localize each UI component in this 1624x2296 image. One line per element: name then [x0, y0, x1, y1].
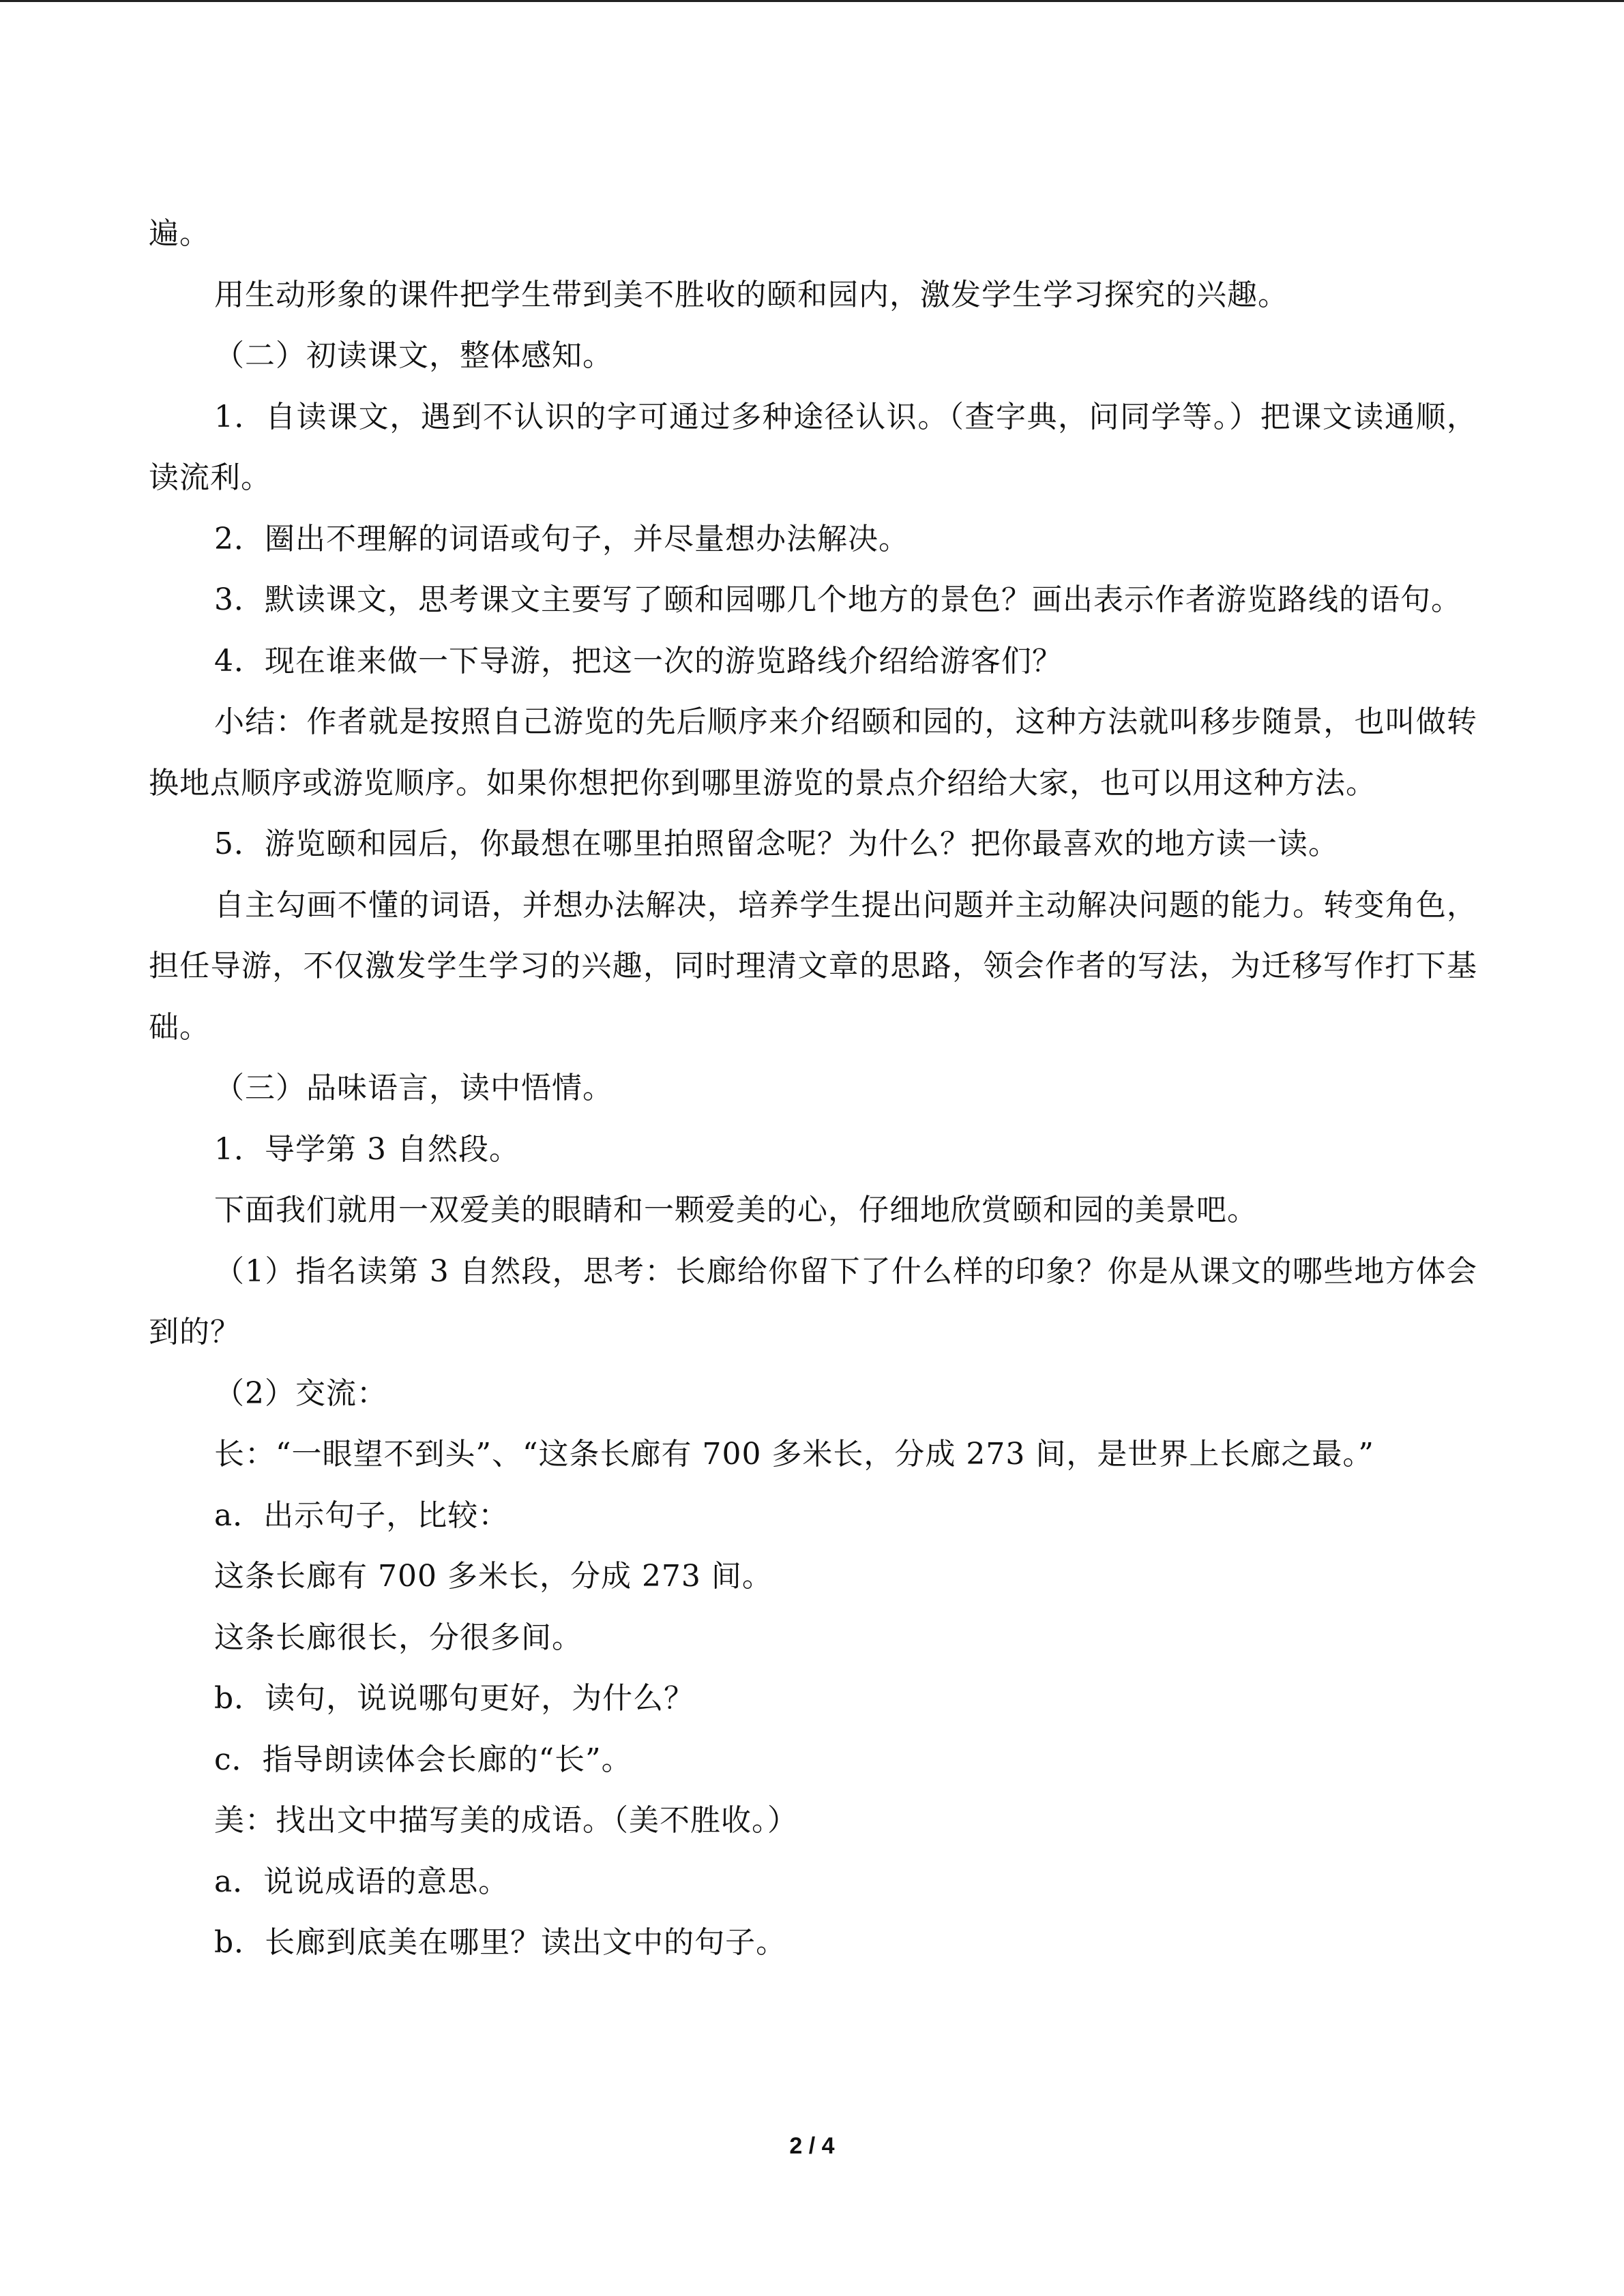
item-c-guided-reading: c．指导朗读体会长廊的“长”。 — [214, 1742, 632, 1777]
item-a-idiom-meaning: a．说说成语的意思。 — [214, 1864, 510, 1899]
paragraph-appreciate: 下面我们就用一双爱美的眼睛和一颗爱美的心，仔细地欣赏颐和园的美景吧。 — [214, 1193, 1258, 1227]
section-heading-language: （三）品味语言，读中悟情。 — [214, 1071, 613, 1105]
paragraph-design-intent: 自主勾画不懂的词语，并想办法解决，培养学生提出问题并主动解决问题的能力。转变角色，担任导游，不仅激发学生学习的兴趣，同时理清文章的思路，领会作者的写法，为迁移写作打下基础。 — [149, 887, 1477, 1045]
page-top-border — [0, 0, 1624, 2]
paragraph-summary: 小结：作者就是按照自己游览的先后顺序来介绍颐和园的，这种方法就叫移步随景，也叫做转换地点顺序或游览顺序。如果你想把你到哪里游览的景点介绍给大家，也可以用这种方法。 — [149, 704, 1477, 801]
item-a-compare: a．出示句子，比较： — [214, 1497, 510, 1533]
item-b-where-beautiful: b．长廊到底美在哪里？读出文中的句子。 — [214, 1925, 787, 1960]
paragraph-long-quote: 长：“一眼望不到头”、“这条长廊有 700 多米长，分成 273 间，是世界上长廊之最。” — [214, 1437, 1374, 1472]
paragraph-continuation: 遍。 — [149, 216, 210, 251]
list-item-5-photo-spot: 5．游览颐和园后，你最想在哪里拍照留念呢？为什么？把你最喜欢的地方读一读。 — [214, 826, 1339, 861]
page-number: 2 / 4 — [789, 2133, 835, 2159]
list-item-1-paragraph-3: 1．导学第 3 自然段。 — [214, 1131, 520, 1167]
sub-item-2-exchange: （2）交流： — [214, 1375, 387, 1411]
list-item-4-tour-guide: 4．现在谁来做一下导游，把这一次的游览路线介绍给游客们？ — [214, 643, 1063, 679]
item-b-which-better: b．读句，说说哪句更好，为什么？ — [214, 1681, 695, 1716]
sentence-example-1: 这条长廊有 700 多米长，分成 273 间。 — [214, 1559, 773, 1594]
list-item-3-silent-reading: 3．默读课文，思考课文主要写了颐和园哪几个地方的景色？画出表示作者游览路线的语句。 — [214, 582, 1462, 617]
paragraph-beauty-idiom: 美：找出文中描写美的成语。（美不胜收。） — [214, 1803, 798, 1838]
sub-item-1-read-paragraph: （1）指名读第 3 自然段，思考：长廊给你留下了什么样的印象？你是从课文的哪些地方体会到的？ — [149, 1253, 1477, 1350]
document-body — [149, 203, 1477, 1973]
section-heading-first-reading: （二）初读课文，整体感知。 — [214, 338, 613, 373]
paragraph-courseware-note: 用生动形象的课件把学生带到美不胜收的颐和园内，激发学生学习探究的兴趣。 — [214, 277, 1288, 312]
sentence-example-2: 这条长廊很长，分很多间。 — [214, 1620, 582, 1655]
list-item-1-self-reading: 1．自读课文，遇到不认识的字可通过多种途径认识。（查字典，问同学等。）把课文读通顺，读流利。 — [149, 399, 1477, 495]
list-item-2-circle-words: 2．圈出不理解的词语或句子，并尽量想办法解决。 — [214, 521, 909, 556]
